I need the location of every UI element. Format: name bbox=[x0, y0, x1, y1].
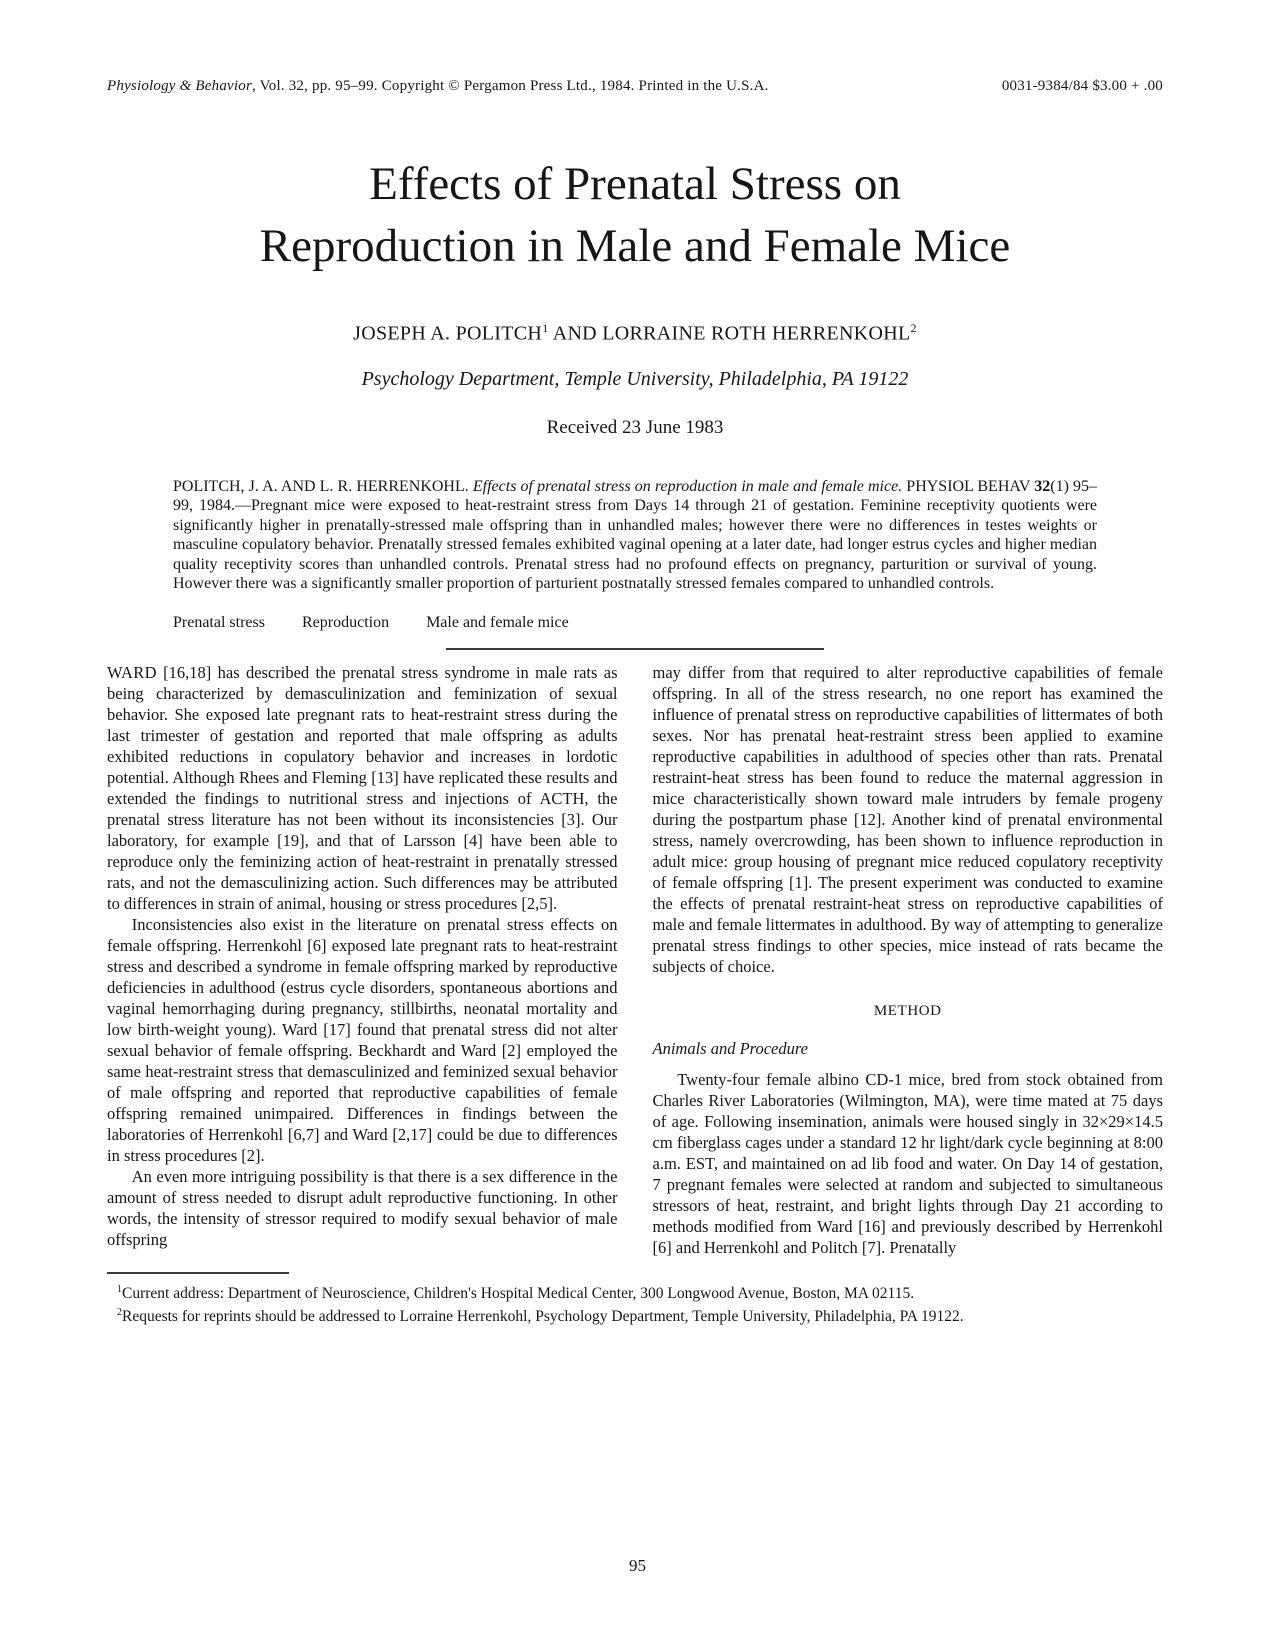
abstract-citation-authors: POLITCH, J. A. AND L. R. HERRENKOHL. bbox=[173, 477, 473, 495]
abstract-citation-rest: (1) 95–99, 1984.— bbox=[173, 477, 1098, 515]
paragraph: may differ from that required to alter reproductive capabilities of female offspring. In all of the stress research, no one report has examined the influence of prenatal stress on reproductive capabilities of littermates of both sexes. Nor has prenatal heat-restraint stress been applied to examine reproductive capabilities in adulthood of species other than rats. Prenatal restraint-heat stress has been found to reduce the maternal aggression in mice characteristically shown toward male intruders by female progeny during the postpartum phase [12]. Another kind of prenatal environmental stress, namely overcrowding, has been shown to influence reproduction in adult mice: group housing of pregnant mice reduced copulatory receptivity of female offspring [1]. The present experiment was conducted to examine the effects of prenatal restraint-heat stress on reproductive capabilities of male and female littermates in adulthood. By way of attempting to generalize prenatal stress findings to other species, mice instead of rats became the subjects of choice. bbox=[652, 662, 1163, 976]
author-connector: AND bbox=[548, 322, 603, 345]
paragraph: Inconsistencies also exist in the literature on prenatal stress effects on female offspring. Herrenkohl [6] exposed late pregnant rats to heat-restraint stress and described a syndrome in female offspring marked by reproductive deficiencies in adulthood (estrus cycle disorders, spontaneous abortions and vaginal hemorrhaging during pregnancy, stillbirths, neonatal mortality and low birth-weight young). Ward [17] found that prenatal stress did not alter sexual behavior of female offspring. Beckhardt and Ward [2] employed the same heat-restraint stress that demasculinized and feminized sexual behavior of male offspring and reported that reproductive capabilities of female offspring remained unimpaired. Differences in findings between the laboratories of Herrenkohl [6,7] and Ward [2,17] could be due to differences in stress procedures [2]. bbox=[107, 914, 618, 1165]
author-1: JOSEPH A. POLITCH bbox=[353, 322, 543, 345]
paragraph: An even more intriguing possibility is that there is a sex difference in the amount of stress needed to disrupt adult reproductive functioning. In other words, the intensity of stressor required to modify sexual behavior of male offspring bbox=[107, 1166, 618, 1249]
footnote bbox=[107, 1303, 1163, 1327]
abstract-body: Pregnant mice were exposed to heat-restraint stress from Days 14 through 21 of gestation. Feminine receptivity quotients were significantly higher in prenatally-stressed male offspring than in unhandled males; however there were no differences in testes weights or masculine copulatory behavior. Prenatally stressed females exhibited vaginal opening at a later date, had longer estrus cycles and higher median quality receptivity scores than unhandled controls. Prenatal stress had no profound effects on pregnancy, parturition or survival of young. However there was a significantly smaller proportion of parturient postnatally stressed females compared to unhandled controls. bbox=[173, 497, 1098, 593]
footnotes bbox=[107, 1280, 1163, 1327]
article-title-line1: Effects of Prenatal Stress on bbox=[369, 158, 901, 210]
footnote bbox=[107, 1280, 1163, 1304]
footnote-2-text: Requests for reprints should be addressed to Lorraine Herrenkohl, Psychology Department, Temple University, Philadelphia, PA 19122. bbox=[122, 1308, 964, 1326]
received-date: Received 23 June 1983 bbox=[546, 416, 724, 438]
section-heading-method: METHOD bbox=[873, 1002, 942, 1019]
abstract bbox=[173, 477, 1097, 594]
subsection-heading: Animals and Procedure bbox=[652, 1038, 809, 1058]
author-2-superscript: 2 bbox=[910, 321, 917, 336]
abstract-citation-journal: PHYSIOL BEHAV bbox=[902, 477, 1035, 495]
right-column bbox=[653, 662, 1164, 1258]
paragraph-lead: WARD bbox=[107, 662, 157, 682]
keyword-item: Prenatal stress bbox=[173, 613, 265, 631]
keyword-item: Male and female mice bbox=[426, 613, 569, 631]
running-head bbox=[107, 78, 1163, 95]
abstract-citation-volume: 32 bbox=[1034, 477, 1051, 495]
journal-citation-rest: , Vol. 32, pp. 95–99. Copyright © Pergamon Press Ltd., 1984. Printed in the U.S.A. bbox=[252, 78, 769, 94]
footnote-1-text: Current address: Department of Neuroscience, Children's Hospital Medical Center, 300 Longwood Avenue, Boston, MA 02115. bbox=[122, 1284, 915, 1302]
abstract-citation-title: Effects of prenatal stress on reproduction in male and female mice. bbox=[472, 477, 903, 495]
page-number: 95 bbox=[629, 1556, 646, 1575]
footnote-separator-rule bbox=[107, 1272, 289, 1274]
issn-price-code: 0031-9384/84 $3.00 + .00 bbox=[1001, 78, 1163, 94]
journal-citation bbox=[107, 78, 769, 95]
footnote-2-superscript: 2 bbox=[117, 1307, 122, 1319]
keywords bbox=[173, 614, 1097, 632]
abstract-separator-rule bbox=[446, 648, 824, 650]
footnote-1-superscript: 1 bbox=[117, 1283, 122, 1295]
article-title-line2: Reproduction in Male and Female Mice bbox=[259, 220, 1011, 273]
left-column bbox=[107, 662, 618, 1258]
body-columns bbox=[107, 662, 1163, 1258]
paragraph: Twenty-four female albino CD-1 mice, bred from stock obtained from Charles River Laboratories (Wilmington, MA), were time mated at 75 days of age. Following insemination, animals were housed singly in 32×29×14.5 cm fiberglass cages under a standard 12 hr light/dark cycle beginning at 8:00 a.m. EST, and maintained on ad lib food and water. On Day 14 of gestation, 7 pregnant females were selected at random and subjected to simultaneous stressors of heat, restraint, and bright lights through Day 21 according to methods modified from Ward [16] and previously described by Herrenkohl [6] and Herrenkohl and Politch [7]. Prenatally bbox=[652, 1069, 1163, 1257]
paragraph bbox=[107, 662, 618, 914]
author-1-superscript: 1 bbox=[542, 321, 549, 336]
author-2: LORRAINE ROTH HERRENKOHL bbox=[602, 322, 911, 345]
authors-line bbox=[107, 321, 1163, 346]
journal-name: Physiology & Behavior bbox=[107, 78, 253, 94]
keyword-item: Reproduction bbox=[301, 613, 390, 631]
affiliation: Psychology Department, Temple University, Philadelphia, PA 19122 bbox=[361, 367, 909, 390]
paragraph-text: [16,18] has described the prenatal stress syndrome in male rats as being characterized by demasculinization and feminization of sexual behavior. She exposed late pregnant rats to heat-restraint stress during the last trimester of gestation and reported that male offspring as adults exhibited reductions in copulatory behavior and increases in lordotic potential. Although Rhees and Fleming [13] have replicated these results and extended the findings to nutritional stress and injections of ACTH, the prenatal stress literature has not been without its inconsistencies [3]. Our laboratory, for example [19], and that of Larsson [4] have been able to reproduce only the feminizing action of heat-restraint in prenatally stressed rats, and not the demasculinizing action. Such differences may be attributed to differences in strain of animal, housing or stress procedures [2,5]. bbox=[107, 662, 618, 913]
article-title bbox=[107, 153, 1163, 277]
